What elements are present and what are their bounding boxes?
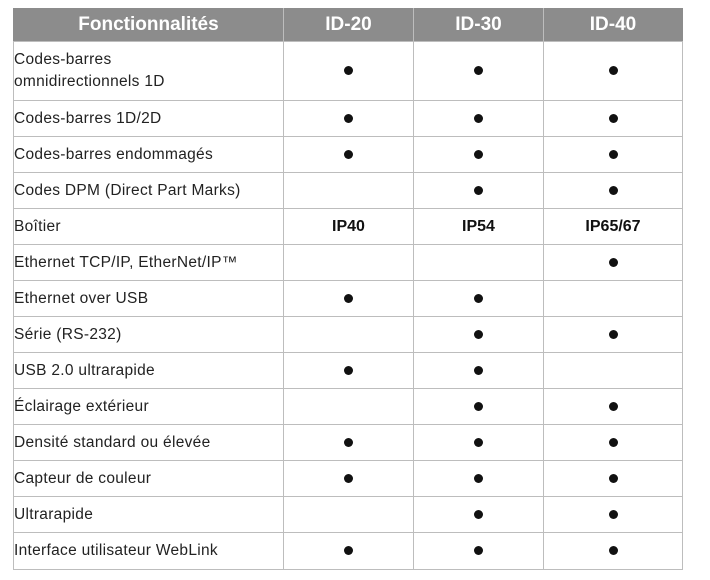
cell-id-30-value: IP54 — [414, 209, 544, 245]
cell-id-20-empty — [284, 245, 414, 281]
table-row — [14, 42, 683, 101]
cell-id-40 — [544, 101, 683, 137]
cell-id-30 — [414, 281, 544, 317]
feature-label: Ultrarapide — [14, 497, 284, 533]
bullet-icon — [474, 546, 483, 555]
table-row — [14, 245, 683, 281]
features-table — [13, 8, 683, 570]
cell-id-30 — [414, 461, 544, 497]
cell-id-40 — [544, 137, 683, 173]
table-row — [14, 281, 683, 317]
cell-id-20 — [284, 461, 414, 497]
cell-id-20 — [284, 42, 414, 101]
bullet-icon — [474, 294, 483, 303]
cell-id-20-empty — [284, 389, 414, 425]
feature-label: Ethernet over USB — [14, 281, 284, 317]
bullet-icon — [344, 438, 353, 447]
cell-id-30 — [414, 101, 544, 137]
table-row — [14, 461, 683, 497]
cell-id-20 — [284, 101, 414, 137]
cell-id-30 — [414, 137, 544, 173]
cell-id-20 — [284, 425, 414, 461]
bullet-icon — [609, 258, 618, 267]
feature-label: Boîtier — [14, 209, 284, 245]
bullet-icon — [609, 150, 618, 159]
bullet-icon — [474, 186, 483, 195]
cell-id-40 — [544, 389, 683, 425]
bullet-icon — [609, 402, 618, 411]
cell-id-30 — [414, 533, 544, 570]
feature-label: Codes-barres omnidirectionnels 1D — [14, 42, 284, 101]
cell-id-30-empty — [414, 245, 544, 281]
table-row — [14, 425, 683, 461]
cell-id-40 — [544, 533, 683, 570]
cell-id-20 — [284, 137, 414, 173]
bullet-icon — [609, 66, 618, 75]
cell-id-40 — [544, 425, 683, 461]
bullet-icon — [344, 150, 353, 159]
table-row — [14, 497, 683, 533]
table-row — [14, 317, 683, 353]
cell-id-20-empty — [284, 173, 414, 209]
header-id-30: ID-30 — [414, 9, 544, 42]
feature-label: Densité standard ou élevée — [14, 425, 284, 461]
header-features: Fonctionnalités — [14, 9, 284, 42]
bullet-icon — [474, 438, 483, 447]
cell-id-40-empty — [544, 281, 683, 317]
cell-id-20 — [284, 281, 414, 317]
cell-id-30 — [414, 425, 544, 461]
cell-id-40 — [544, 245, 683, 281]
bullet-icon — [609, 438, 618, 447]
bullet-icon — [474, 510, 483, 519]
cell-id-40-value: IP65/67 — [544, 209, 683, 245]
bullet-icon — [609, 114, 618, 123]
table-row — [14, 389, 683, 425]
bullet-icon — [344, 474, 353, 483]
table-row — [14, 533, 683, 570]
feature-label: Codes-barres endommagés — [14, 137, 284, 173]
table-row — [14, 173, 683, 209]
bullet-icon — [609, 474, 618, 483]
cell-id-40 — [544, 42, 683, 101]
feature-label: Codes DPM (Direct Part Marks) — [14, 173, 284, 209]
table-row — [14, 209, 683, 245]
feature-label: Capteur de couleur — [14, 461, 284, 497]
cell-id-40-empty — [544, 353, 683, 389]
feature-label: Interface utilisateur WebLink — [14, 533, 284, 570]
table-row — [14, 101, 683, 137]
bullet-icon — [474, 114, 483, 123]
cell-id-30 — [414, 173, 544, 209]
feature-label: Éclairage extérieur — [14, 389, 284, 425]
bullet-icon — [609, 546, 618, 555]
cell-id-30 — [414, 389, 544, 425]
cell-id-20-empty — [284, 317, 414, 353]
bullet-icon — [344, 66, 353, 75]
bullet-icon — [474, 402, 483, 411]
header-id-40: ID-40 — [544, 9, 683, 42]
bullet-icon — [609, 510, 618, 519]
bullet-icon — [609, 330, 618, 339]
header-row — [14, 9, 683, 42]
feature-label: Série (RS-232) — [14, 317, 284, 353]
cell-id-30 — [414, 317, 544, 353]
cell-id-30 — [414, 497, 544, 533]
bullet-icon — [474, 366, 483, 375]
feature-label: Codes-barres 1D/2D — [14, 101, 284, 137]
bullet-icon — [344, 366, 353, 375]
bullet-icon — [474, 66, 483, 75]
bullet-icon — [474, 150, 483, 159]
cell-id-40 — [544, 461, 683, 497]
table-header — [14, 9, 683, 42]
feature-label: Ethernet TCP/IP, EtherNet/IP™ — [14, 245, 284, 281]
table-row — [14, 353, 683, 389]
table-row — [14, 137, 683, 173]
cell-id-40 — [544, 173, 683, 209]
bullet-icon — [344, 294, 353, 303]
cell-id-20-empty — [284, 497, 414, 533]
cell-id-40 — [544, 317, 683, 353]
cell-id-40 — [544, 497, 683, 533]
table-body — [14, 42, 683, 570]
cell-id-30 — [414, 42, 544, 101]
cell-id-20 — [284, 353, 414, 389]
cell-id-30 — [414, 353, 544, 389]
bullet-icon — [344, 546, 353, 555]
header-id-20: ID-20 — [284, 9, 414, 42]
bullet-icon — [609, 186, 618, 195]
bullet-icon — [474, 474, 483, 483]
feature-label: USB 2.0 ultrarapide — [14, 353, 284, 389]
cell-id-20-value: IP40 — [284, 209, 414, 245]
cell-id-20 — [284, 533, 414, 570]
bullet-icon — [474, 330, 483, 339]
bullet-icon — [344, 114, 353, 123]
